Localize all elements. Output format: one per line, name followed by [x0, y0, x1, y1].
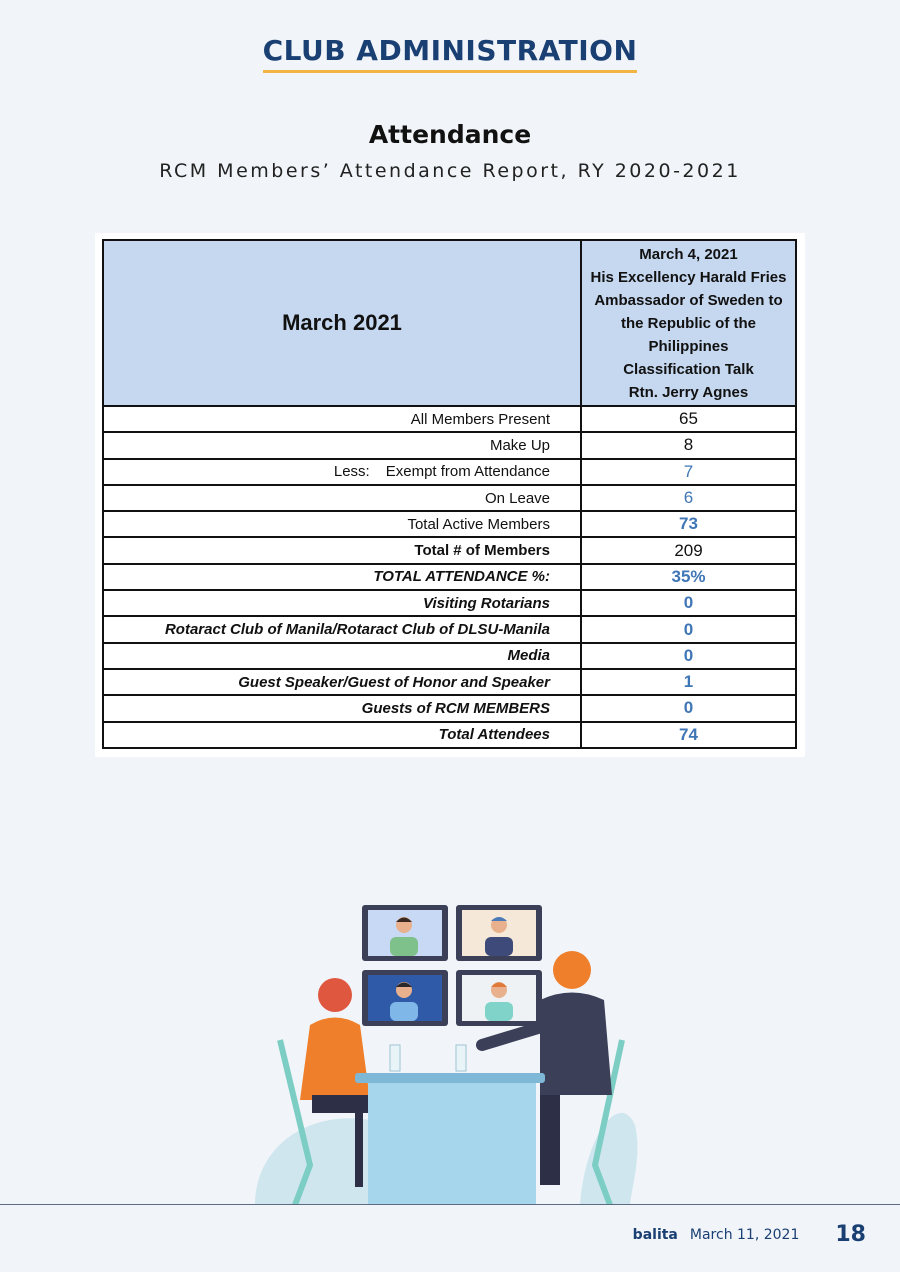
- table-row: [103, 669, 796, 695]
- header-line: the Republic of the: [621, 314, 756, 332]
- header-line: His Excellency Harald Fries: [590, 268, 787, 286]
- row-value: 35%: [581, 564, 796, 590]
- row-value: 7: [581, 459, 796, 485]
- footer-brand: balita: [632, 1226, 678, 1243]
- header-line: Classification Talk: [623, 360, 754, 378]
- table-row: [103, 722, 796, 748]
- illustration-svg: [250, 895, 650, 1205]
- section-heading: Attendance: [368, 120, 532, 149]
- header-line: Ambassador of Sweden to: [594, 291, 783, 309]
- row-value: 8: [581, 432, 796, 458]
- header-line: Rtn. Jerry Agnes: [628, 383, 749, 401]
- row-value: 0: [581, 590, 796, 616]
- row-label: Media: [103, 643, 581, 669]
- row-value: 1: [581, 669, 796, 695]
- table-row: [103, 432, 796, 458]
- attendance-table-card: [95, 233, 805, 757]
- row-value: 6: [581, 485, 796, 511]
- row-value: 65: [581, 406, 796, 432]
- footer-date: March 11, 2021: [689, 1226, 800, 1243]
- table-header-row: [103, 240, 796, 406]
- row-label: [103, 459, 581, 485]
- header-line: March 4, 2021: [639, 245, 738, 263]
- row-value: 73: [581, 511, 796, 537]
- row-value: 0: [581, 643, 796, 669]
- row-label: Total Attendees: [103, 722, 581, 748]
- header-month: March 2021: [103, 240, 581, 406]
- page-title-text: CLUB ADMINISTRATION: [263, 34, 638, 73]
- row-value: 209: [581, 537, 796, 563]
- row-label: Total Active Members: [103, 511, 581, 537]
- row-label: Total # of Members: [103, 537, 581, 563]
- page-title: [0, 34, 900, 73]
- row-label: Guests of RCM MEMBERS: [103, 695, 581, 721]
- header-meeting-details: [581, 240, 796, 406]
- row-label: On Leave: [103, 485, 581, 511]
- row-value: 74: [581, 722, 796, 748]
- table-row: [103, 590, 796, 616]
- video-conference-illustration: [250, 895, 650, 1205]
- row-label: All Members Present: [103, 406, 581, 432]
- header-line: Philippines: [648, 337, 729, 355]
- row-label: Make Up: [103, 432, 581, 458]
- table-row: [103, 511, 796, 537]
- footer-divider: [0, 1204, 900, 1205]
- row-label: Visiting Rotarians: [103, 590, 581, 616]
- row-value: 0: [581, 616, 796, 642]
- row-label-text: Exempt from Attendance: [385, 463, 550, 481]
- less-label: Less:: [333, 463, 370, 481]
- attendance-table: [102, 239, 797, 749]
- table-row: [103, 406, 796, 432]
- row-label: Guest Speaker/Guest of Honor and Speaker: [103, 669, 581, 695]
- table-row: [103, 695, 796, 721]
- table-row: [103, 643, 796, 669]
- table-row: [103, 459, 796, 485]
- table-row: [103, 485, 796, 511]
- footer: [633, 1222, 866, 1247]
- table-row: [103, 616, 796, 642]
- section-subtitle: RCM Members’ Attendance Report, RY 2020-2021: [159, 160, 741, 182]
- page-number: 18: [835, 1222, 866, 1247]
- table-row: [103, 564, 796, 590]
- row-label: TOTAL ATTENDANCE %:: [103, 564, 581, 590]
- table-row: [103, 537, 796, 563]
- row-value: 0: [581, 695, 796, 721]
- row-label: Rotaract Club of Manila/Rotaract Club of DLSU-Manila: [103, 616, 581, 642]
